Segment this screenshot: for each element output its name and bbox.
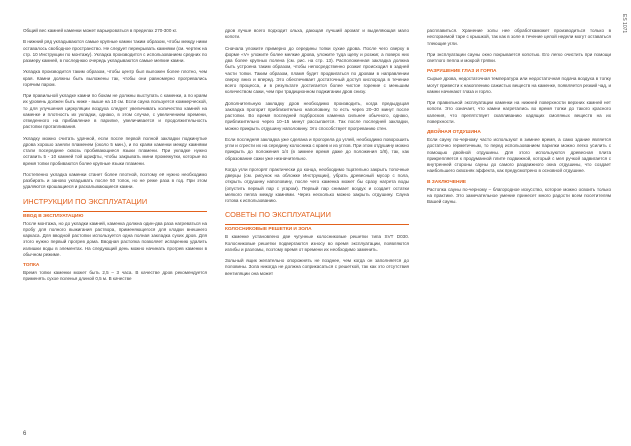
- paragraph: Укладку можно считать удачной, если после первой полной закладки подкинутые дрова хорошо заняли пламенем (около 5 мин.), и по краям каменки между камнями стали посередине сквозь пробивающиеся языки пламени. При укладке нужно оставить 5 - 10 камней той шрифты, чтобы закрывать мини промежутки, которые во время топки пробиваются более крупные языки пламени.: [23, 135, 207, 166]
- subheading: РАЗРУШЕНИЕ ГЛАЗ И ГОРЛА: [427, 69, 497, 75]
- subheading: ТОПКА: [23, 263, 40, 268]
- paragraph: Когда угли прогорят практически до конца, необходимо тщательно закрыть топочные дверцы (см. рисунок на обложке Инструкции), убрать древесный мусор с пола, открыть отдушину наполовину, после чего каменка может бы сразу нагрета воды (опустить первый пар с угаром). Первый пар снимает воздух и создает остатки мелкого пепла между камнями. Через несколько можно закрыть отдушину. Сауна готова к использованию.: [225, 166, 409, 203]
- section-heading: СОВЕТЫ ПО ЭКСПЛУАТАЦИИ: [225, 210, 331, 220]
- paragraph: расплавиться. Хранение золы нее обработкаможет производиться только в несгораемой таре с крышкой, так как в золе в течение целой недели могут оставаться тлеющие угли.: [427, 28, 611, 46]
- paragraph: Зольный ящик желательно опорожнять не позднее, чем когда он заполняется до половины. Зола никогда не должна соприкасаться с решеткой, так как это отсутствия вентиляции она может: [225, 258, 409, 276]
- paragraph: В каменке установлено две чугунные колосниковые решетки типа SVT D030. Колосниковые решетки подвергаются износу во время эксплуатации, появляются изгибы и разломы, поэтому время от времени их необходимо заменить.: [225, 234, 409, 252]
- paragraph: Укладка производится таким образом, чтобы центр был выложен более плотно, чем края. Камни должны быть выложены так, чтобы они равномерно прогревались горячим паром.: [23, 69, 207, 87]
- paragraph: Если сауну по-черному часто используют в зимнее время, а само здание является достаточно герметичным, то перед использованием парилки можно легко усилить с помощью двойной отдушины. Для этого используются древесная плита прикрепляется к продуманной плите подвижной, который с мел ручкой задвигается с внутренней стороны сауны до самого раздвижного окна отдушины, что создает наибольшего сквозняк эффекта, как предусмотрено в основной отдушине.: [427, 137, 611, 174]
- subheading: ДВОЙНАЯ ОТДУШИНА: [427, 130, 481, 135]
- paragraph: Дополнительную закладку дров необходимо производить, когда предыдущая закладка прогорит приблизительно наполовину, то есть через 20–30 минут после растопки. Во время последней подбросков каменка сильнее обычного, однако, приблизительно через 10–15 минут рассыпается. Так после последней закладки, можно прикрыть отдушину наполовину. Это способствует прогреванию стен.: [225, 100, 409, 131]
- paragraph: При правильной эксплуатации каменки на нижней поверхности верхних камней нет копоти. Это означает, что камни нагретались во время топки до такого красного каления, что препятствует скапливанию кадящих смоляных веществ на их поверхности.: [427, 100, 611, 124]
- paragraph: Общий вес камней каменки может варьироваться в пределах 270-300 кг.: [23, 28, 177, 33]
- paragraph: После монтажа, но до укладки камней, каменка должна один-два раза нагреваться на пробу для полного выжигания раствора, применяющегося для кладки внешнего каркаса. Для вводной растопки используется одна полная закладка сухих дров. Для этого нужно первый прогрев дома. Вводная растопка позволяет испарению удалить излишки воды в элементах. На следующий день можно начинать прогрев каменки в обычном режиме.: [23, 220, 207, 257]
- column-2: [225, 28, 409, 282]
- paragraph: При правильной укладке камни по бокам не должны выступать с каменки, а по краям их уровень должен быть ниже - выше на 10 см. Если сауна пользуется коммерческой, то для улучшения циркуляции воздуха следует увеличивать количество камней на каменке и плотность их укладки, однако, в этом случае, с увеличением времени, отведенного на прибавление в парилке, увеличивается и продолжительность растопки протапливания.: [23, 93, 207, 130]
- paragraph: дров лучше всего подходит ольха, дающая лучший аромат и выделяющая мало копоти.: [225, 28, 409, 40]
- subheading: КОЛОСНИКОВЫЕ РЕШЕТКИ И ЗОЛА: [225, 227, 312, 233]
- heading-rule: [23, 211, 207, 212]
- subheading: В ЗАКЛЮЧЕНИЕ: [427, 179, 467, 185]
- paragraph: Сырые дрова, недостаточная температура или недостаточная подача воздуха в топку могут привести к накоплению сажистых веществ на каменке, появляется резкий чад, и камни начинают глаза и горло.: [427, 76, 611, 94]
- paragraph: При эксплуатации сауны окно покрывается копотью. Его легко очистить при помощи светлого пепла и мокрой тряпки.: [427, 51, 611, 63]
- section-heading: ИНСТРУКЦИИ ПО ЭКСПЛУАТАЦИИ: [23, 196, 148, 206]
- paragraph: Время топки каменки может быть 2,5 – 3 часа. В качестве дров рекомендуется применять сухое поленья длиной 0,5 м. В качестве: [23, 270, 207, 282]
- column-3: [427, 28, 611, 210]
- subheading: ВВОД В ЭКСПЛУАТАЦИЮ: [23, 213, 84, 219]
- paragraph: Сначала уложите примерно до середины топки сухие дрова. После чего сверху в форме «V» уложите более мелкие дрова, уложите туда щепу и розжиг, а поверх них два более крупных полена (см. рис. на стр. 13). Расположенная закладка должна быть устроена таким образом, чтобы непосредственно розжиг происходил в задней части топки. Таким образом, пламя будет продвигаться по дровам в направлении сверху вниз и вперед. Это обеспечивает достаточный доступ кислорода в течение всего процесса, и в результате достигается более чистое горение с меньшим количеством сажи, чем при традиционном поджигании дров снизу.: [225, 45, 409, 95]
- paragraph: Растопка сауны по-черному – благородное искусство, которое можно освоить только на практике. Это замечательное умение принесет много радости всем посетителям Вашей сауны.: [427, 186, 611, 204]
- heading-rule: [225, 224, 409, 225]
- paragraph: В нижний ряд укладываются самые крупные камни таким образом, чтобы между ними оставалось свободное пространство. Не следует перекрывать камнями (см. чертеж на стр. 10 Инструкции по монтажу). Укладка производится с использованием средних по размеру камней, в последнюю очередь укладываются самые мелкие камни.: [23, 39, 207, 63]
- document-code: ES 1071: [621, 14, 627, 34]
- paragraph: Постепенно укладка каменки станет более плотной, поэтому её нужно необходимо разбирать и заново укладывать после 50 топок, но не реже раза в год. При этом удаляются крошащиеся и раскалывающиеся камни.: [23, 171, 207, 190]
- paragraph: Если последняя закладка уже сделана и прогорела до углей, необходимо поворошить угли и сгрести их на середину колосника с краев и из углов. При этом отдушину можно прикрыть до положения 1/4 (в зимнее время даже до положения 1/8), так, как образование сажи уже незначительно.: [225, 136, 409, 161]
- column-1: [23, 28, 207, 288]
- page-number: 6: [23, 431, 27, 437]
